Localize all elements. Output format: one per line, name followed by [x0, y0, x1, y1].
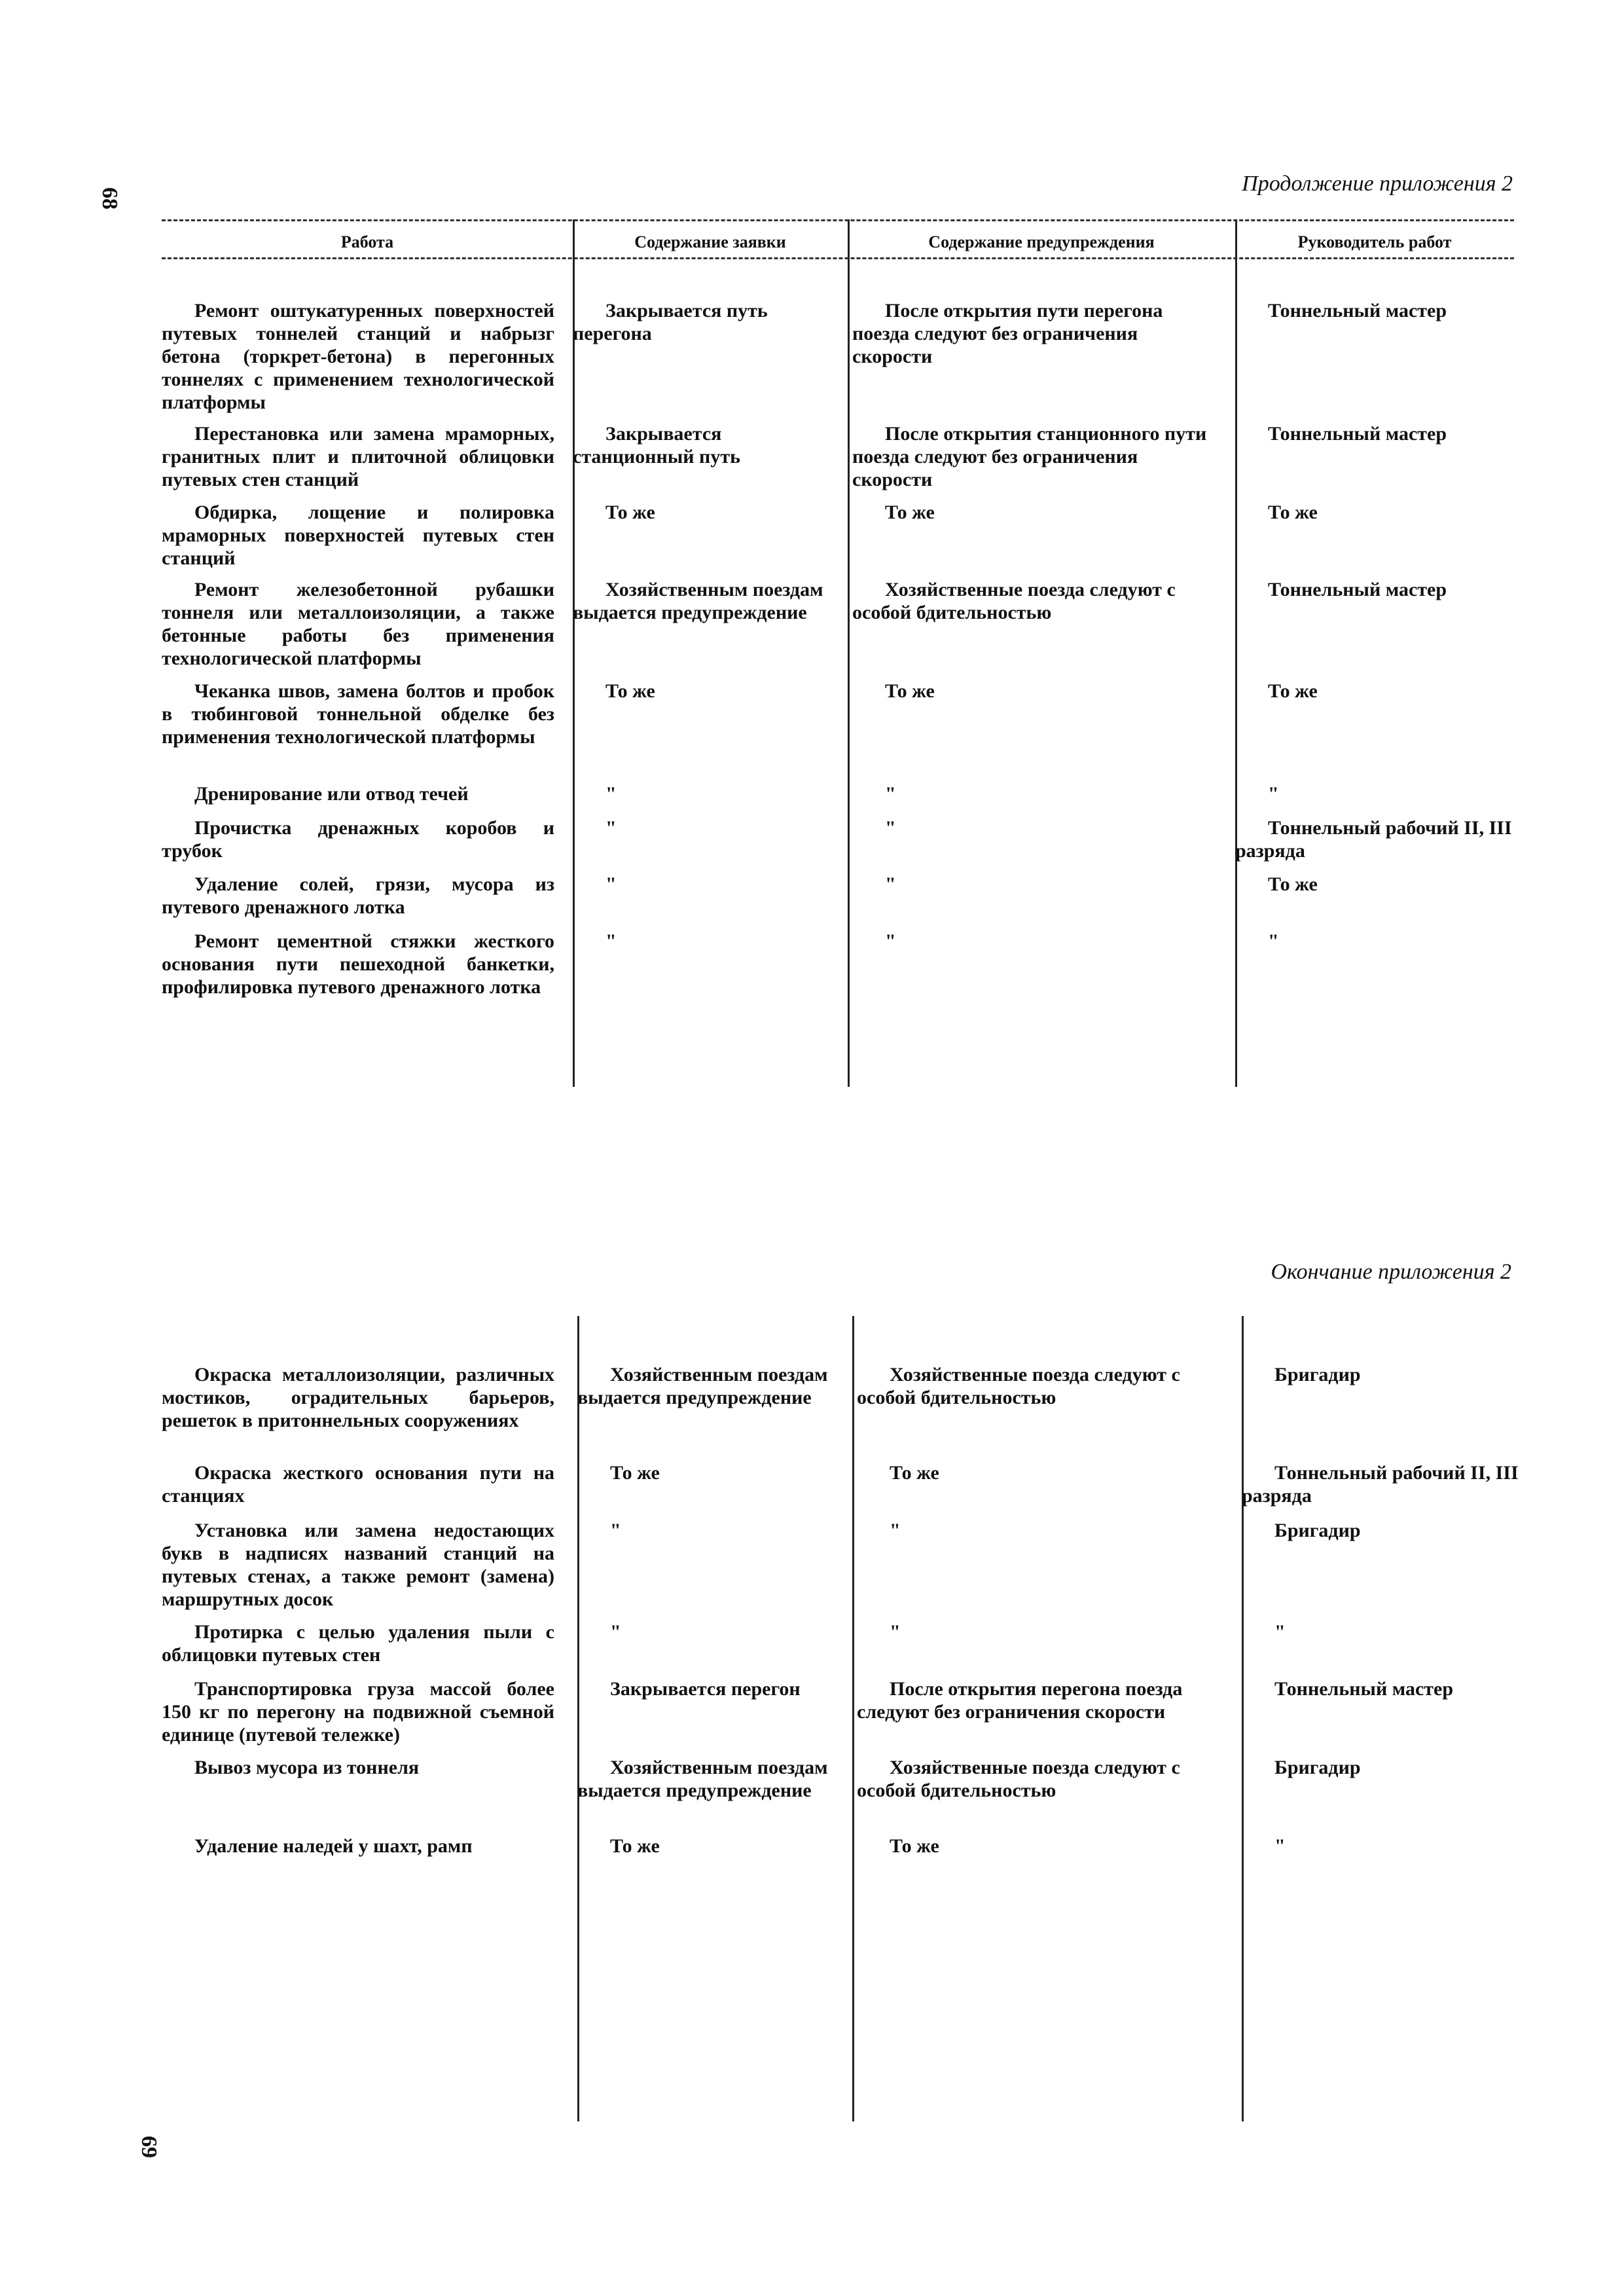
cell-request: То же: [610, 1462, 660, 1484]
header-warning: Содержание предупреждения: [928, 232, 1155, 251]
cell-request: То же: [605, 680, 655, 702]
heading-ending: Окончание приложения 2: [1271, 1260, 1511, 1284]
cell-request: ": [610, 1520, 621, 1541]
heading-continuation: Продолжение приложения 2: [1242, 172, 1513, 196]
table-ending: [162, 1316, 1519, 2121]
cell-work: Окраска жесткого основания пути на станциях: [162, 1462, 554, 1507]
cell-work: Окраска металлоизоляции, различных мостиков, оградительных барьеров, решеток в притоннельных сооружениях: [162, 1364, 554, 1431]
cell-manager: То же: [1268, 502, 1318, 523]
cell-manager: То же: [1268, 873, 1318, 895]
cell-work: Чеканка швов, замена болтов и пробок в тюбинговой тоннельной обделке без применения технологической платформы: [162, 680, 554, 748]
cell-manager: Тоннельный мастер: [1268, 579, 1447, 600]
cell-request: Закрывается перегон: [610, 1678, 801, 1700]
cell-manager: Тоннельный мастер: [1268, 300, 1447, 321]
cell-manager: Бригадир: [1274, 1520, 1361, 1541]
header-request: Содержание заявки: [634, 232, 786, 251]
cell-manager: Бригадир: [1274, 1364, 1361, 1385]
cell-request: Хозяйственным поездам выдается предупреждение: [577, 1364, 828, 1408]
cell-warning: ": [890, 1621, 901, 1643]
header-work: Работа: [340, 232, 394, 251]
cell-manager: ": [1274, 1621, 1286, 1643]
column-divider: [848, 219, 850, 1087]
cell-work: Транспортировка груза массой более 150 кг по перегону на подвижной съемной единице (путевой тележке): [162, 1678, 554, 1746]
cell-manager: ": [1268, 930, 1279, 952]
page-number-top: 68: [98, 187, 122, 210]
cell-request: ": [605, 930, 617, 952]
column-divider: [577, 1316, 579, 2121]
cell-work: Удаление солей, грязи, мусора из путевого дренажного лотка: [162, 873, 554, 918]
cell-manager: ": [1274, 1835, 1286, 1857]
cell-manager: Тоннельный мастер: [1274, 1678, 1454, 1700]
cell-manager: Тоннельный рабочий II, III разряда: [1235, 817, 1512, 862]
cell-warning: То же: [890, 1462, 939, 1484]
cell-work: Перестановка или замена мраморных, гранитных плит и плиточной облицовки путевых стен станций: [162, 423, 554, 490]
cell-work: Ремонт цементной стяжки жесткого основания пути пешеходной банкетки, профилировка путевого дренажного лотка: [162, 930, 554, 998]
column-divider: [573, 219, 575, 1087]
cell-warning: ": [885, 817, 896, 839]
table-top-rule: [162, 219, 1514, 221]
page-number-bottom: 69: [137, 2136, 161, 2158]
cell-warning: После открытия станционного пути поезда следуют без ограничения скорости: [852, 423, 1207, 490]
table-continuation: [162, 219, 1514, 1087]
cell-manager: То же: [1268, 680, 1318, 702]
cell-request: То же: [605, 502, 655, 523]
column-divider: [1242, 1316, 1244, 2121]
cell-warning: ": [890, 1520, 901, 1541]
cell-work: Прочистка дренажных коробов и трубок: [162, 817, 554, 862]
cell-manager: Тоннельный мастер: [1268, 423, 1447, 445]
cell-work: Вывоз мусора из тоннеля: [194, 1757, 420, 1778]
cell-manager: Тоннельный рабочий II, III разряда: [1242, 1462, 1519, 1507]
cell-warning: После открытия перегона поезда следуют без ограничения скорости: [857, 1678, 1183, 1723]
cell-request: ": [610, 1621, 621, 1643]
cell-request: Закрывается путь перегона: [573, 300, 768, 344]
cell-request: ": [605, 783, 617, 805]
cell-request: ": [605, 817, 617, 839]
cell-warning: Хозяйственные поезда следуют с особой бдительностью: [857, 1364, 1180, 1408]
cell-request: Закрывается станционный путь: [573, 423, 740, 467]
cell-warning: ": [885, 873, 896, 895]
cell-work: Обдирка, лощение и полировка мраморных поверхностей путевых стен станций: [162, 502, 554, 569]
table-header-rule: [162, 257, 1514, 259]
header-manager: Руководитель работ: [1297, 232, 1452, 251]
cell-warning: После открытия пути перегона поезда следуют без ограничения скорости: [852, 300, 1163, 367]
cell-work: Ремонт оштукатуренных поверхностей путевых тоннелей станций и набрызг бетона (торкрет-бетона) в перегонных тоннелях с применением технологической платформы: [162, 300, 554, 413]
cell-work: Дренирование или отвод течей: [194, 783, 469, 805]
cell-manager: Бригадир: [1274, 1757, 1361, 1778]
cell-work: Ремонт железобетонной рубашки тоннеля или металлоизоляции, а также бетонные работы без применения технологической платформы: [162, 579, 554, 669]
cell-warning: То же: [885, 502, 935, 523]
cell-work: Удаление наледей у шахт, рамп: [194, 1835, 473, 1857]
cell-warning: Хозяйственные поезда следуют с особой бдительностью: [852, 579, 1176, 623]
cell-request: То же: [610, 1835, 660, 1857]
column-divider: [1235, 219, 1237, 1087]
cell-request: Хозяйственным поездам выдается предупреждение: [577, 1757, 828, 1801]
column-divider: [852, 1316, 854, 2121]
cell-warning: ": [885, 930, 896, 952]
cell-warning: То же: [885, 680, 935, 702]
cell-warning: ": [885, 783, 896, 805]
cell-warning: То же: [890, 1835, 939, 1857]
cell-manager: ": [1268, 783, 1279, 805]
cell-work: Протирка с целью удаления пыли с облицовки путевых стен: [162, 1621, 554, 1666]
cell-work: Установка или замена недостающих букв в надписях названий станций на путевых стенах, а также ремонт (замена) маршрутных досок: [162, 1520, 554, 1610]
cell-warning: Хозяйственные поезда следуют с особой бдительностью: [857, 1757, 1180, 1801]
cell-request: Хозяйственным поездам выдается предупреждение: [573, 579, 823, 623]
cell-request: ": [605, 873, 617, 895]
